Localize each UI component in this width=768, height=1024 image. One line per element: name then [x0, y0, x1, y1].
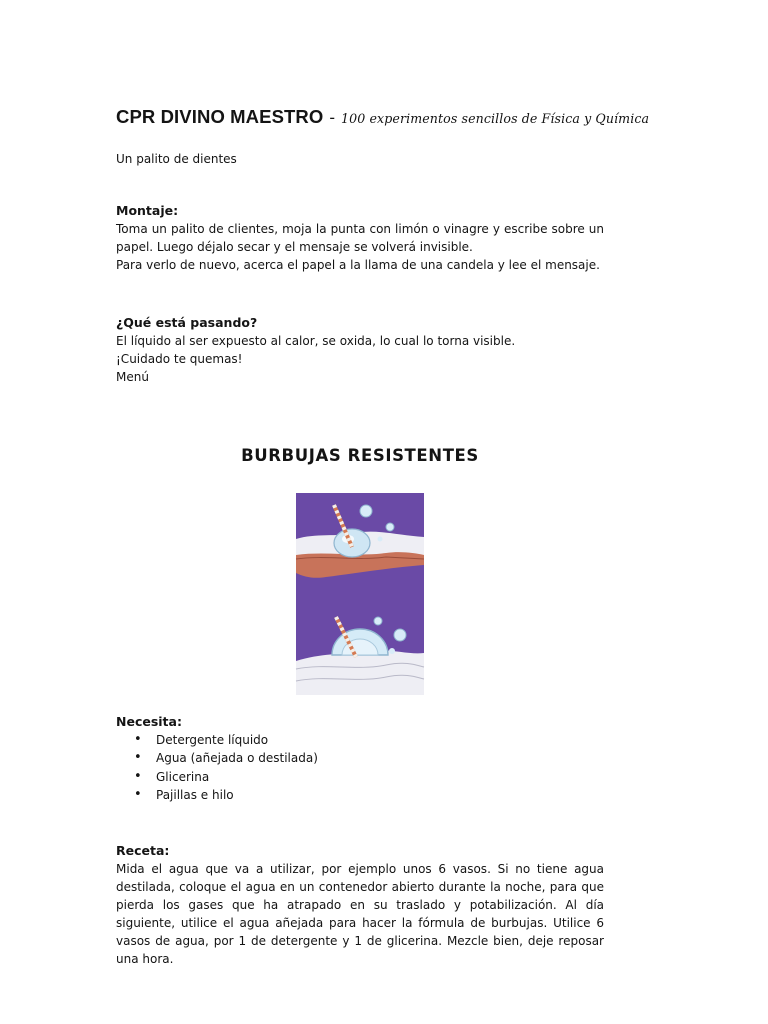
- material-line: Un palito de dientes: [116, 152, 237, 166]
- list-item: • Pajillas e hilo: [134, 786, 604, 804]
- bubbles-illustration: [296, 493, 424, 695]
- receta-clip: [116, 860, 604, 967]
- ingredients-list: [116, 731, 604, 804]
- montaje-paragraph-2: Para verlo de nuevo, acerca el papel a la llama de una candela y lee el mensaje.: [116, 258, 600, 272]
- que-pasa-line-1: El líquido al ser expuesto al calor, se oxida, lo cual lo torna visible.: [116, 334, 516, 348]
- receta-paragraph: Mida el agua que va a utilizar, por ejemplo unos 6 vasos. Si no tiene agua destilada, coloque el agua en un contenedor abierto durante la noche, para que pierda los gases que ha atrapado en su traslado y potabilización. Al día siguiente, utilice el agua añejada para hacer la fórmula de burbujas. Utilice 6 vasos de agua, por 1 de detergente y 1 de glicerina. Mezcle bien, deje reposar una hora.: [116, 862, 604, 967]
- menu-link[interactable]: Menú: [116, 370, 149, 384]
- montaje-heading: Montaje:: [116, 203, 179, 218]
- list-item: • Agua (añejada o destilada): [134, 749, 604, 767]
- header-separator: -: [329, 108, 336, 127]
- document-header: [116, 106, 650, 128]
- list-item: • Detergente líquido: [134, 731, 604, 749]
- header-subtitle: 100 experimentos sencillos de Física y Química: [341, 111, 650, 126]
- receta-heading: Receta:: [116, 843, 170, 859]
- que-pasa-line-2: ¡Cuidado te quemas!: [116, 352, 243, 366]
- section-title: BURBUJAS RESISTENTES: [241, 446, 479, 465]
- necesita-heading: Necesita:: [116, 714, 182, 729]
- montaje-paragraph-1: Toma un palito de clientes, moja la punta con limón o vinagre y escribe sobre un papel. Luego déjalo secar y el mensaje se volverá invisible.: [116, 222, 604, 254]
- school-name: CPR DIVINO MAESTRO: [116, 106, 324, 127]
- que-pasa-heading: ¿Qué está pasando?: [116, 315, 258, 330]
- list-item: • Glicerina: [134, 768, 604, 786]
- page-content: [116, 106, 650, 967]
